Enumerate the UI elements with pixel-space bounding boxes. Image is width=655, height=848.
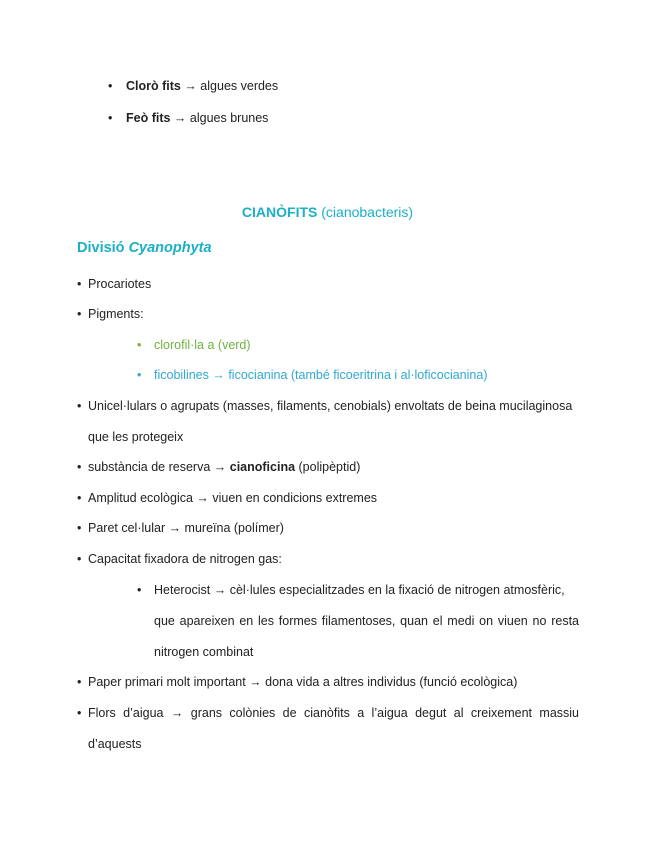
item-flors-line2: d’aquests <box>88 737 142 751</box>
section-title: CIANÒFITS (cianobacteris) <box>241 204 414 220</box>
pigment-green: clorofil·la a (verd) <box>154 338 251 352</box>
bullet: • <box>77 491 82 505</box>
item-unicel-line2: que les protegeix <box>88 430 184 444</box>
bullet: • <box>137 368 142 382</box>
item-reserva: substància de reserva → cianoficina (polipèptid) <box>88 460 361 474</box>
bullet: • <box>77 399 82 413</box>
item-heterocist-line3: nitrogen combinat <box>154 645 254 659</box>
item-unicel-line1: Unicel·lulars o agrupats (masses, filaments, cenobials) envoltats de beina mucilaginosa <box>88 399 573 413</box>
item-flors-line1: Flors d’aigua → grans colònies de cianòfits a l’aigua degut al creixement massiu <box>88 706 579 720</box>
item-heterocist-line2: que apareixen en les formes filamentoses, quan el medi on viuen no resta <box>154 614 579 628</box>
item-paper: Paper primari molt important → dona vida a altres individus (funció ecològica) <box>88 675 518 689</box>
bullet: • <box>77 307 82 321</box>
item-amplitud: Amplitud ecològica → viuen en condicions extremes <box>88 491 378 505</box>
item-heterocist-line1: Heterocist → cèl·lules especialitzades en la fixació de nitrogen atmosfèric, <box>154 583 565 597</box>
bullet: • <box>108 79 113 93</box>
bullet: • <box>77 675 82 689</box>
bullet: • <box>137 583 142 597</box>
item-capacitat: Capacitat fixadora de nitrogen gas: <box>88 552 282 566</box>
bullet: • <box>77 277 82 291</box>
list-item-clorofits: Clorò fits → algues verdes <box>126 79 279 93</box>
item-pigments: Pigments: <box>88 307 144 321</box>
bullet: • <box>77 552 82 566</box>
item-procariotes: Procariotes <box>88 277 152 291</box>
bullet: • <box>77 460 82 474</box>
pigment-cyan: ficobilines → ficocianina (també ficoeritrina i al·loficocianina) <box>154 368 488 382</box>
bullet: • <box>77 521 82 535</box>
list-item-feofits: Feò fits → algues brunes <box>126 111 269 125</box>
bullet: • <box>108 111 113 125</box>
bullet: • <box>137 338 142 352</box>
item-paret: Paret cel·lular → mureïna (polímer) <box>88 521 284 535</box>
bullet: • <box>77 706 82 720</box>
division-heading: Divisió Cyanophyta <box>77 240 212 256</box>
